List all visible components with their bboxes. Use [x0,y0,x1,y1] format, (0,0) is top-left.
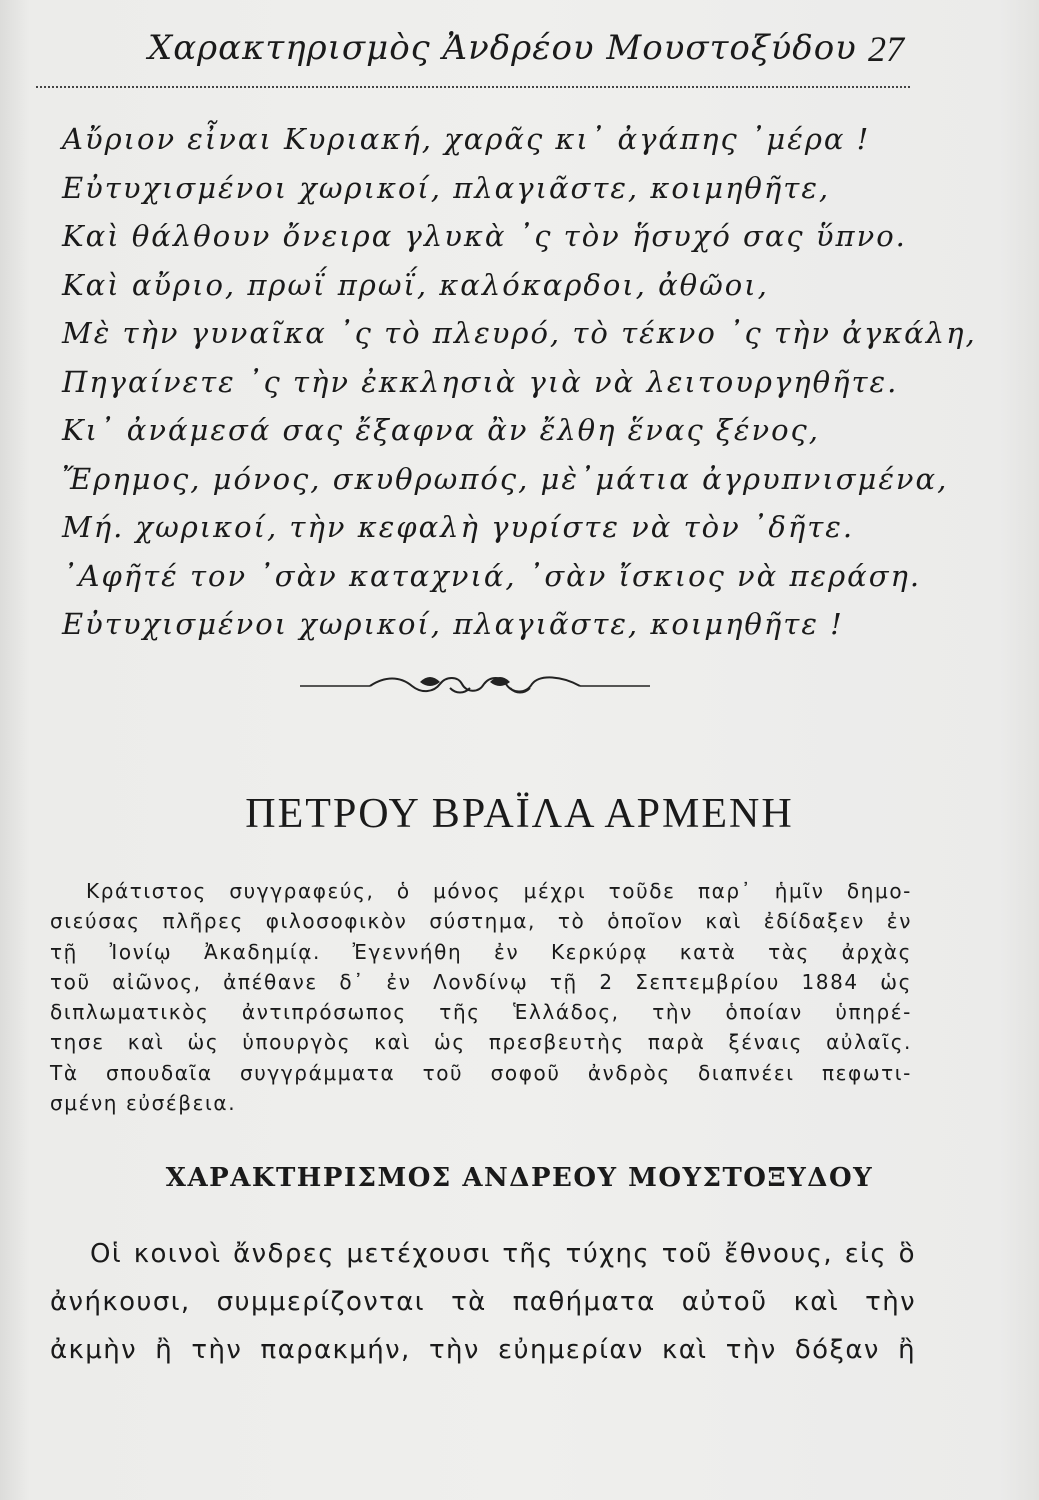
poem-line: Κι᾽ ἀνάμεσά σας ἔξαφνα ἂν ἔλθη ἕνας ξένος, [62,413,820,447]
poem-line: Καὶ θάλθουν ὄνειρα γλυκὰ ᾽ς τὸν ἥσυχό σας ὕπνο. [62,219,907,253]
bio-line: Κράτιστος συγγραφεύς, ὁ μόνος μέχρι τοῦδε παρ᾽ ἡμῖν δημο- [86,879,912,903]
bio-line: τησε καὶ ὡς ὑπουργὸς καὶ ὡς πρεσβευτὴς παρὰ ξέναις αὐλαῖς. [50,1030,912,1055]
subsection-heading: ΧΑΡΑΚΤΗΡΙΣΜΟΣ ΑΝΔΡΕΟΥ ΜΟΥΣΤΟΞΥΔΟΥ [165,1163,874,1193]
section-heading: ΠΕΤΡΟΥ ΒΡΑΪΛΑ ΑΡΜΕΝΗ [245,791,794,837]
essay-line: ἀκμὴν ἢ τὴν παρακμήν, τὴν εὐημερίαν καὶ τὴν δόξαν ἢ [50,1335,916,1365]
header-rule [36,86,910,88]
bio-line: τοῦ αἰῶνος, ἀπέθανε δ᾽ ἐν Λονδίνῳ τῇ 2 Σεπτεμβρίου 1884 ὡς [50,969,912,994]
running-title: Χαρακτηρισμὸς Ἀνδρέου Μουστοξύδου [148,28,857,68]
poem-line: Εὐτυχισμένοι χωρικοί, πλαγιᾶστε, κοιμηθῆτε, [62,170,831,205]
poem-line: Μὲ τὴν γυναῖκα ᾽ς τὸ πλευρό, τὸ τέκνο ᾽ς τὴν ἀγκάλη, [62,316,977,350]
ornament-divider [300,668,650,702]
bio-line: Τὰ σπουδαῖα συγγράμματα τοῦ σοφοῦ ἀνδρὸς διαπνέει πεφωτι- [50,1060,912,1085]
essay-line: Οἱ κοινοὶ ἄνδρες μετέχουσι τῆς τύχης τοῦ ἔθνους, εἰς ὃ [90,1239,916,1269]
poem-line: Ἔρημος, μόνος, σκυθρωπός, μὲ᾽μάτια ἀγρυπνισμένα, [62,461,949,496]
poem-line: Μή. χωρικοί, τὴν κεφαλὴ γυρίστε νὰ τὸν ᾽δῆτε. [62,510,855,544]
poem-line: Πηγαίνετε ᾽ς τὴν ἐκκλησιὰ γιὰ νὰ λειτουργηθῆτε. [62,364,899,399]
essay-paragraph [50,1230,916,1374]
bio-paragraph [50,876,912,1118]
bio-line: σμένη εὐσέβεια. [50,1091,237,1116]
poem [62,122,977,656]
poem-line: Αὔριον εἶναι Κυριακή, χαρᾶς κι᾽ ἀγάπης ᾽μέρα ! [62,122,871,156]
bio-line: διπλωματικὸς ἀντιπρόσωπος τῆς Ἑλλάδος, τὴν ὁποίαν ὑπηρέ- [50,1000,912,1025]
essay-line: ἀνήκουσι, συμμερίζονται τὰ παθήματα αὐτοῦ καὶ τὴν [50,1287,916,1317]
bio-line: τῇ Ἰονίῳ Ἀκαδημίᾳ. Ἐγεννήθη ἐν Κερκύρᾳ κατὰ τὰς ἀρχὰς [50,939,912,964]
running-header [36,28,906,80]
poem-line: ᾽Αφῆτέ τον ᾽σὰν καταχνιά, ᾽σὰν ἴσκιος νὰ περάση. [62,558,922,593]
page-number: 27 [868,29,904,69]
poem-line: Εὐτυχισμένοι χωρικοί, πλαγιᾶστε, κοιμηθῆτε ! [62,607,844,641]
poem-line: Καὶ αὔριο, πρωΐ πρωΐ, καλόκαρδοι, ἀθῶοι, [62,267,769,302]
bio-line: σιεύσας πλῆρες φιλοσοφικὸν σύστημα, τὸ ὁποῖον καὶ ἐδίδαξεν ἐν [50,909,912,934]
